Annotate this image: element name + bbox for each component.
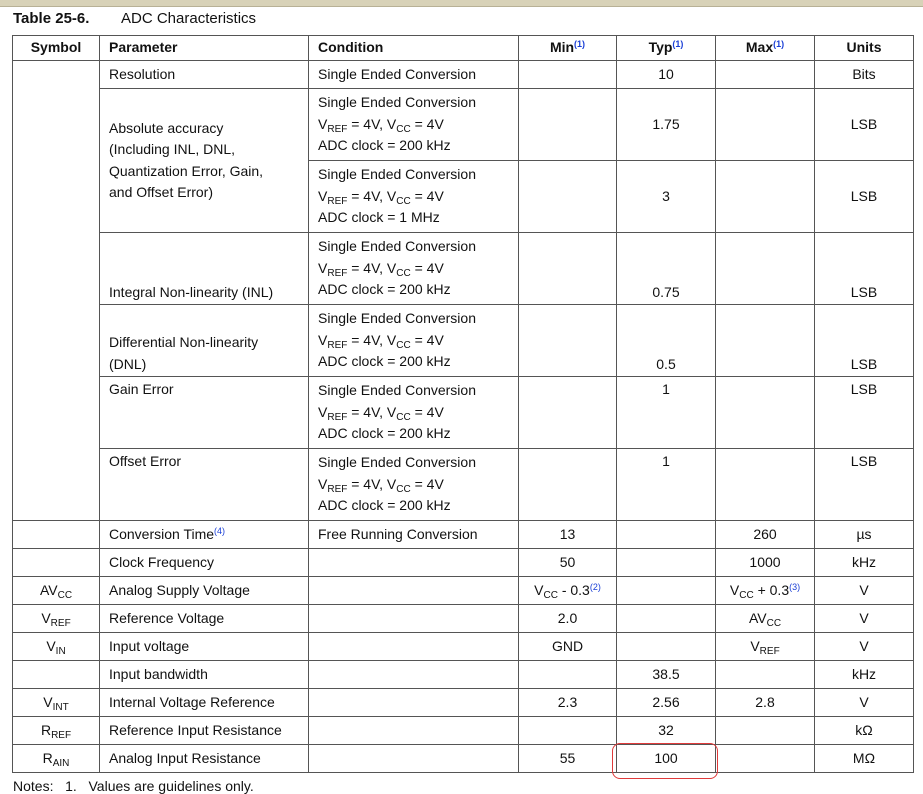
footnote-ref[interactable]: (2)	[589, 581, 601, 592]
page-top-border	[0, 0, 923, 7]
typ-cell: 2.56	[617, 689, 716, 717]
typ-cell: 10	[617, 61, 716, 89]
table-row	[13, 305, 914, 377]
table-row	[13, 549, 914, 577]
typ-cell	[617, 549, 716, 577]
table-row	[13, 689, 914, 717]
condition-cell	[309, 633, 519, 661]
symbol-cell: $R_{REF}$	[13, 717, 100, 745]
condition-cell	[309, 577, 519, 605]
min-cell: 50	[519, 549, 617, 577]
typ-cell: 100	[617, 745, 716, 773]
max-cell: $AV_{CC}$	[716, 605, 815, 633]
condition-cell	[309, 605, 519, 633]
condition-cell: Single Ended Conversion $V_{REF} = 4V$, $V_{CC} = 4V$ ADC clock = 200 kHz	[309, 449, 519, 521]
param-cell: Reference Input Resistance	[100, 717, 309, 745]
units-cell: kHz	[815, 661, 914, 689]
min-cell: 2.3	[519, 689, 617, 717]
units-cell: V	[815, 605, 914, 633]
symbol-cell: $V_{REF}$	[13, 605, 100, 633]
units-cell: V	[815, 633, 914, 661]
max-cell: 1000	[716, 549, 815, 577]
max-cell	[716, 233, 815, 305]
param-cell: Input bandwidth	[100, 661, 309, 689]
units-cell: V	[815, 689, 914, 717]
param-line: and Offset Error)	[109, 184, 214, 200]
typ-cell	[617, 577, 716, 605]
typ-cell: 0.5	[617, 305, 716, 377]
header-max: Max$^{(1)}$	[716, 36, 815, 61]
condition-cell	[309, 717, 519, 745]
table-number: Table 25-6.	[13, 10, 90, 27]
units-cell: LSB	[815, 161, 914, 233]
table-row	[13, 61, 914, 89]
min-cell: 13	[519, 521, 617, 549]
max-cell	[716, 661, 815, 689]
adc-characteristics-table	[12, 35, 914, 773]
table-row	[13, 633, 914, 661]
param-line: Quantization Error, Gain,	[109, 162, 264, 179]
param-cell: Offset Error	[100, 449, 309, 521]
typ-cell: 3	[617, 161, 716, 233]
max-cell	[716, 745, 815, 773]
units-cell: Bits	[815, 61, 914, 89]
units-cell: kHz	[815, 549, 914, 577]
param-cell: Differential Non-linearity (DNL)	[100, 305, 309, 377]
typ-cell	[617, 633, 716, 661]
header-parameter: Parameter	[100, 36, 309, 61]
footnote-ref[interactable]: (3)	[789, 581, 801, 592]
table-row	[13, 521, 914, 549]
typ-cell: 32	[617, 717, 716, 745]
table-row	[13, 745, 914, 773]
typ-cell: 0.75	[617, 233, 716, 305]
typ-cell: 1.75	[617, 89, 716, 161]
typ-cell	[617, 521, 716, 549]
condition-cell: Single Ended Conversion $V_{REF} = 4V$, $V_{CC} = 4V$ ADC clock = 200 kHz	[309, 89, 519, 161]
footnote-ref[interactable]: (1)	[672, 39, 684, 50]
min-cell	[519, 233, 617, 305]
typ-cell: 1	[617, 377, 716, 449]
header-units: Units	[815, 36, 914, 61]
units-cell: V	[815, 577, 914, 605]
min-cell	[519, 377, 617, 449]
min-cell: GND	[519, 633, 617, 661]
param-line: (Including INL, DNL,	[109, 141, 236, 157]
typ-cell	[617, 605, 716, 633]
param-cell: Clock Frequency	[100, 549, 309, 577]
max-cell	[716, 449, 815, 521]
units-cell: µs	[815, 521, 914, 549]
table-row	[13, 233, 914, 305]
typ-cell: 1	[617, 449, 716, 521]
max-cell: $V_{REF}$	[716, 633, 815, 661]
param-cell: Integral Non-linearity (INL)	[100, 233, 309, 305]
units-cell: kΩ	[815, 717, 914, 745]
condition-cell	[309, 661, 519, 689]
min-cell	[519, 61, 617, 89]
symbol-cell: $R_{AIN}$	[13, 745, 100, 773]
param-cell: Internal Voltage Reference	[100, 689, 309, 717]
units-cell: MΩ	[815, 745, 914, 773]
units-cell: LSB	[815, 89, 914, 161]
symbol-cell: $AV_{CC}$	[13, 577, 100, 605]
max-cell: $V_{CC} + 0.3^{(3)}$	[716, 577, 815, 605]
param-cell	[100, 89, 309, 233]
min-cell	[519, 161, 617, 233]
min-cell	[519, 89, 617, 161]
max-cell: 260	[716, 521, 815, 549]
typ-cell: 38.5	[617, 661, 716, 689]
table-row	[13, 605, 914, 633]
header-min: Min$^{(1)}$	[519, 36, 617, 61]
header-row	[13, 36, 914, 61]
condition-cell	[309, 745, 519, 773]
symbol-cell	[13, 61, 100, 521]
max-cell	[716, 61, 815, 89]
units-cell: LSB	[815, 449, 914, 521]
param-cell: Analog Supply Voltage	[100, 577, 309, 605]
units-cell: LSB	[815, 233, 914, 305]
condition-cell: Single Ended Conversion $V_{REF} = 4V$, $V_{CC} = 4V$ ADC clock = 1 MHz	[309, 161, 519, 233]
max-cell	[716, 305, 815, 377]
table-row	[13, 89, 914, 161]
header-symbol: Symbol	[13, 36, 100, 61]
footnote-ref[interactable]: (1)	[773, 39, 785, 50]
max-cell	[716, 717, 815, 745]
param-cell: Resolution	[100, 61, 309, 89]
table-row	[13, 577, 914, 605]
min-cell: 55	[519, 745, 617, 773]
table-notes: Notes: 1. Values are guidelines only.	[13, 778, 254, 794]
min-cell	[519, 305, 617, 377]
param-cell: Gain Error	[100, 377, 309, 449]
table-row	[13, 377, 914, 449]
units-cell: LSB	[815, 305, 914, 377]
param-cell: Analog Input Resistance	[100, 745, 309, 773]
footnote-ref[interactable]: (4)	[214, 525, 226, 536]
condition-cell: Single Ended Conversion $V_{REF} = 4V$, $V_{CC} = 4V$ ADC clock = 200 kHz	[309, 233, 519, 305]
param-line: Absolute accuracy	[109, 119, 224, 136]
units-cell: LSB	[815, 377, 914, 449]
condition-cell: Single Ended Conversion $V_{REF} = 4V$, $V_{CC} = 4V$ ADC clock = 200 kHz	[309, 377, 519, 449]
max-cell	[716, 89, 815, 161]
condition-cell	[309, 689, 519, 717]
condition-cell	[309, 549, 519, 577]
symbol-cell	[13, 661, 100, 689]
header-typ: Typ$^{(1)}$	[617, 36, 716, 61]
min-cell: 2.0	[519, 605, 617, 633]
condition-cell: Single Ended Conversion $V_{REF} = 4V$, $V_{CC} = 4V$ ADC clock = 200 kHz	[309, 305, 519, 377]
table-row	[13, 661, 914, 689]
header-condition: Condition	[309, 36, 519, 61]
symbol-cell: $V_{INT}$	[13, 689, 100, 717]
min-cell	[519, 717, 617, 745]
max-cell	[716, 377, 815, 449]
symbol-cell	[13, 549, 100, 577]
max-cell: 2.8	[716, 689, 815, 717]
condition-cell: Single Ended Conversion	[309, 61, 519, 89]
condition-cell: Free Running Conversion	[309, 521, 519, 549]
table-row	[13, 449, 914, 521]
symbol-cell	[13, 521, 100, 549]
table-title: ADC Characteristics	[121, 10, 257, 27]
symbol-cell: $V_{IN}$	[13, 633, 100, 661]
max-cell	[716, 161, 815, 233]
min-cell: $V_{CC} - 0.3^{(2)}$	[519, 577, 617, 605]
table-row	[13, 717, 914, 745]
param-cell: Reference Voltage	[100, 605, 309, 633]
footnote-ref[interactable]: (1)	[574, 39, 586, 50]
param-cell: Conversion Time$^{(4)}$	[100, 521, 309, 549]
param-cell: Input voltage	[100, 633, 309, 661]
min-cell	[519, 449, 617, 521]
min-cell	[519, 661, 617, 689]
table-caption	[13, 10, 256, 28]
